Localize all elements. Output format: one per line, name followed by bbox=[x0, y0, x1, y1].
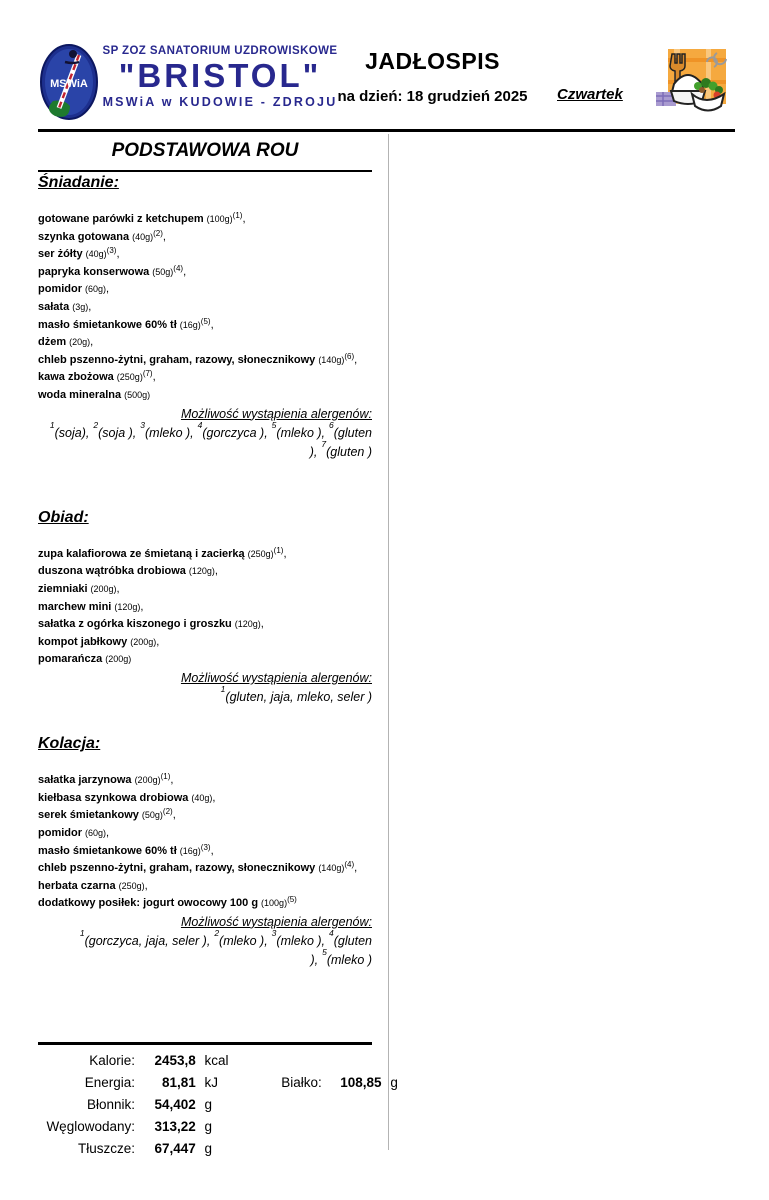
allergen-text: (mleko ), bbox=[276, 425, 326, 440]
item-portion: (20g) bbox=[69, 337, 91, 348]
item-separator: , bbox=[242, 213, 246, 225]
menu-item bbox=[38, 229, 372, 247]
item-footnote: (1) bbox=[160, 772, 171, 782]
menu-item bbox=[38, 790, 372, 808]
menu-item bbox=[38, 616, 372, 634]
item-name: papryka konserwowa bbox=[38, 265, 150, 278]
allergen-item bbox=[271, 927, 326, 949]
item-footnote: (2) bbox=[153, 228, 163, 238]
item-portion: (200g) bbox=[90, 584, 117, 595]
allergen-item bbox=[321, 438, 372, 459]
menu-item bbox=[38, 843, 372, 861]
menu-item bbox=[38, 581, 372, 599]
allergen-item bbox=[93, 419, 137, 440]
allergen-footnote-number: 1 bbox=[79, 927, 85, 938]
summary-unit: kJ bbox=[204, 1075, 219, 1090]
allergen-footnote-number: 2 bbox=[93, 419, 99, 430]
item-portion: (16g) bbox=[179, 845, 201, 856]
summary-row bbox=[38, 1097, 372, 1112]
summary-value-2: 108,85 bbox=[340, 1075, 382, 1090]
summary-value: 313,22 bbox=[154, 1119, 196, 1134]
section-heading: Obiad: bbox=[38, 508, 89, 526]
item-name: duszona wątróbka drobiowa bbox=[38, 565, 186, 578]
allergen-list bbox=[38, 686, 372, 705]
item-separator: , bbox=[354, 353, 358, 366]
item-name: sałatka jarzynowa bbox=[38, 774, 132, 787]
summary-label-2: Białko: bbox=[281, 1075, 322, 1090]
item-portion: (200g) bbox=[134, 775, 161, 786]
menu-item bbox=[38, 211, 372, 229]
item-separator: , bbox=[106, 283, 110, 296]
item-portion: (120g) bbox=[188, 566, 215, 577]
item-portion: (250g) bbox=[116, 372, 143, 383]
item-name: kiełbasa szynkowa drobiowa bbox=[38, 791, 189, 804]
summary-row bbox=[38, 1119, 372, 1134]
item-separator: , bbox=[283, 547, 287, 560]
menu-item-list bbox=[38, 211, 372, 405]
item-name: herbata czarna bbox=[38, 879, 116, 892]
menu-item bbox=[38, 825, 372, 843]
menu-item bbox=[38, 860, 372, 878]
allergen-text: (mleko ), bbox=[145, 425, 194, 440]
summary-value: 54,402 bbox=[154, 1097, 196, 1112]
menu-item bbox=[38, 281, 372, 299]
summary-label: Błonnik: bbox=[86, 1097, 135, 1112]
menu-item bbox=[38, 317, 372, 335]
meal-section bbox=[38, 735, 372, 968]
summary-unit: g bbox=[204, 1097, 213, 1112]
item-name: ziemniaki bbox=[38, 583, 88, 596]
column-divider bbox=[388, 134, 389, 1150]
item-separator: , bbox=[116, 248, 120, 261]
allergen-item bbox=[197, 419, 268, 440]
item-portion: (50g) bbox=[141, 810, 163, 821]
item-separator: , bbox=[144, 879, 148, 892]
item-portion: (60g) bbox=[85, 284, 107, 295]
figure-head bbox=[69, 50, 77, 58]
menu-item bbox=[38, 807, 372, 825]
allergen-item bbox=[214, 927, 268, 949]
item-separator: , bbox=[152, 371, 156, 384]
summary-unit: g bbox=[204, 1141, 213, 1156]
meal-section bbox=[38, 509, 372, 705]
allergen-item bbox=[322, 947, 372, 968]
menu-item bbox=[38, 246, 372, 264]
item-separator: , bbox=[212, 791, 216, 804]
menu-item bbox=[38, 299, 372, 317]
item-name: pomidor bbox=[38, 826, 82, 839]
allergen-footnote-number: 4 bbox=[329, 927, 334, 938]
menu-item bbox=[38, 563, 372, 581]
nutrition-summary bbox=[38, 1042, 398, 1163]
allergen-text: (gluten ), bbox=[309, 425, 372, 459]
item-name: pomarańcza bbox=[38, 653, 103, 666]
item-name: serek śmietankowy bbox=[38, 809, 139, 822]
allergen-text: (soja ), bbox=[98, 425, 137, 440]
item-portion: (3g) bbox=[72, 301, 89, 312]
allergen-text: (mleko ), bbox=[276, 934, 326, 949]
item-name: dżem bbox=[38, 336, 67, 349]
item-separator: , bbox=[260, 618, 264, 631]
item-footnote: (4) bbox=[344, 860, 355, 870]
allergen-text: (gorczyca, jaja, seler ), bbox=[84, 934, 211, 949]
summary-label: Tłuszcze: bbox=[77, 1141, 135, 1156]
item-footnote: (6) bbox=[344, 351, 355, 361]
item-name: masło śmietankowe 60% tł bbox=[38, 844, 177, 857]
item-portion: (40g) bbox=[85, 249, 107, 260]
item-footnote: (1) bbox=[232, 211, 243, 220]
summary-row bbox=[38, 1075, 398, 1090]
item-portion: (250g) bbox=[247, 548, 274, 559]
summary-label: Węglowodany: bbox=[46, 1119, 135, 1134]
item-name: dodatkowy posiłek: jogurt owocowy 100 g bbox=[38, 897, 259, 910]
food-clipart-icon bbox=[650, 46, 734, 122]
item-name: kompot jabłkowy bbox=[38, 635, 128, 648]
item-separator: , bbox=[183, 265, 187, 278]
item-separator: , bbox=[354, 862, 358, 875]
item-portion: (40g) bbox=[132, 231, 154, 242]
meal-sections bbox=[38, 174, 372, 968]
item-separator: , bbox=[210, 318, 214, 331]
item-footnote: (5) bbox=[200, 316, 211, 326]
item-separator: , bbox=[88, 300, 92, 313]
item-footnote: (7) bbox=[142, 369, 153, 379]
item-footnote: (2) bbox=[162, 807, 173, 817]
allergen-footnote-number: 7 bbox=[321, 438, 327, 449]
item-separator: , bbox=[172, 809, 176, 822]
item-name: pomidor bbox=[38, 283, 82, 296]
allergen-heading: Możliwość wystąpienia alergenów: bbox=[180, 671, 372, 685]
allergen-text: (mleko ) bbox=[326, 953, 372, 968]
item-name: kawa zbożowa bbox=[38, 371, 114, 384]
item-portion: (120g) bbox=[114, 601, 141, 612]
item-portion: (40g) bbox=[191, 792, 213, 803]
menu-item bbox=[38, 387, 372, 405]
summary-label: Kalorie: bbox=[89, 1053, 135, 1068]
item-name: gotowane parówki z ketchupem bbox=[38, 213, 204, 225]
allergen-text: (gluten ) bbox=[326, 444, 372, 459]
item-separator: , bbox=[116, 583, 120, 596]
summary-unit-2: g bbox=[390, 1075, 398, 1090]
summary-value: 81,81 bbox=[161, 1075, 196, 1090]
allergen-footnote-number: 5 bbox=[322, 947, 327, 958]
item-separator: , bbox=[170, 774, 174, 787]
menu-item bbox=[38, 772, 372, 790]
allergen-text: (mleko ), bbox=[219, 934, 268, 949]
allergen-text: (gluten, jaja, mleko, seler ) bbox=[225, 690, 372, 705]
menu-item bbox=[38, 546, 372, 564]
menu-item bbox=[38, 651, 372, 669]
item-name: marchew mini bbox=[38, 600, 112, 613]
summary-row bbox=[38, 1053, 372, 1068]
item-footnote: (3) bbox=[200, 842, 211, 852]
allergen-heading: Możliwość wystąpienia alergenów: bbox=[180, 406, 372, 421]
menu-item bbox=[38, 264, 372, 282]
summary-unit: g bbox=[204, 1119, 213, 1134]
item-separator: , bbox=[162, 230, 166, 243]
item-portion: (140g) bbox=[318, 354, 345, 365]
section-heading: Śniadanie: bbox=[38, 174, 119, 191]
allergen-footnote-number: 5 bbox=[271, 419, 277, 430]
menu-item-list bbox=[38, 772, 372, 913]
item-name: zupa kalafiorowa ze śmietaną i zacierką bbox=[38, 547, 245, 560]
menu-item bbox=[38, 878, 372, 896]
menu-item bbox=[38, 599, 372, 617]
allergen-footnote-number: 3 bbox=[140, 419, 146, 430]
item-portion: (60g) bbox=[85, 827, 107, 838]
summary-value: 67,447 bbox=[154, 1141, 196, 1156]
allergen-text: (soja), bbox=[54, 425, 90, 440]
item-portion: (50g) bbox=[152, 266, 174, 277]
item-footnote: (3) bbox=[106, 246, 117, 256]
weekday-label: Czwartek bbox=[557, 86, 623, 103]
allergen-footnote-number: 6 bbox=[329, 419, 334, 430]
item-portion: (140g) bbox=[318, 863, 345, 874]
menu-item bbox=[38, 895, 372, 913]
allergen-heading: Możliwość wystąpienia alergenów: bbox=[180, 914, 372, 929]
section-heading: Kolacja: bbox=[38, 735, 101, 753]
menu-item bbox=[38, 334, 372, 352]
org-location-line: MSWiA w KUDOWIE - ZDROJU bbox=[102, 95, 338, 109]
page-title: JADŁOSPIS bbox=[365, 48, 500, 74]
allergen-item bbox=[79, 927, 211, 949]
item-portion: (100g) bbox=[206, 214, 233, 224]
allergen-text: (gluten ), bbox=[310, 934, 372, 968]
bristol-wordmark: "BRISTOL" bbox=[118, 57, 322, 94]
item-name: sałata bbox=[38, 300, 70, 313]
menu-item bbox=[38, 352, 372, 370]
item-separator: , bbox=[210, 844, 214, 857]
allergen-text: (gorczyca ), bbox=[202, 425, 268, 440]
allergen-footnote-number: 4 bbox=[197, 419, 203, 430]
allergen-footnote-number: 2 bbox=[214, 927, 220, 938]
logo-badge-text: MSWiA bbox=[50, 78, 88, 90]
item-name: masło śmietankowe 60% tł bbox=[38, 318, 177, 331]
meal-section bbox=[38, 174, 372, 460]
item-name: chleb pszenno-żytni, graham, razowy, słonecznikowy bbox=[38, 862, 316, 875]
item-portion: (100g) bbox=[261, 898, 288, 909]
item-separator: , bbox=[140, 600, 144, 613]
item-footnote: (4) bbox=[173, 263, 184, 273]
item-portion: (500g) bbox=[124, 389, 151, 400]
menu-item bbox=[38, 634, 372, 652]
item-name: chleb pszenno-żytni, graham, razowy, słonecznikowy bbox=[38, 353, 316, 366]
menu-item bbox=[38, 369, 372, 387]
org-name-line: SP ZOZ SANATORIUM UZDROWISKOWE bbox=[102, 45, 338, 57]
item-portion: (200g) bbox=[105, 654, 132, 665]
item-portion: (200g) bbox=[130, 636, 157, 647]
menu-date: na dzień: 18 grudzień 2025 bbox=[337, 88, 528, 105]
allergen-item bbox=[220, 684, 372, 705]
allergen-item bbox=[140, 419, 194, 440]
allergen-footnote-number: 1 bbox=[220, 684, 226, 694]
summary-unit: kcal bbox=[204, 1053, 229, 1068]
summary-value: 2453,8 bbox=[154, 1053, 196, 1068]
item-separator: , bbox=[156, 635, 160, 648]
allergen-footnote-number: 3 bbox=[271, 927, 277, 938]
item-portion: (120g) bbox=[234, 619, 261, 630]
item-portion: (16g) bbox=[179, 319, 201, 330]
bristol-logo-text bbox=[100, 45, 340, 109]
item-separator: , bbox=[214, 565, 218, 578]
diet-title: PODSTAWOWA ROU bbox=[38, 134, 372, 172]
header-rule bbox=[38, 129, 735, 132]
item-name: szynka gotowana bbox=[38, 230, 130, 243]
title-block bbox=[325, 48, 540, 105]
allergen-list bbox=[38, 419, 372, 460]
allergen-item bbox=[49, 419, 90, 440]
summary-label: Energia: bbox=[84, 1075, 135, 1090]
summary-row bbox=[38, 1141, 372, 1156]
allergen-list bbox=[38, 927, 372, 968]
item-footnote: (5) bbox=[287, 895, 297, 905]
menu-item-list bbox=[38, 546, 372, 669]
item-separator: , bbox=[106, 826, 110, 839]
item-name: woda mineralna bbox=[38, 388, 122, 401]
item-name: ser żółty bbox=[38, 248, 83, 261]
item-footnote: (1) bbox=[273, 545, 284, 555]
allergen-footnote-number: 1 bbox=[49, 419, 55, 430]
allergen-item bbox=[271, 419, 326, 440]
item-portion: (250g) bbox=[118, 880, 145, 891]
item-name: sałatka z ogórka kiszonego i groszku bbox=[38, 618, 232, 631]
item-separator: , bbox=[90, 336, 94, 349]
mswia-logo-badge bbox=[40, 44, 98, 120]
